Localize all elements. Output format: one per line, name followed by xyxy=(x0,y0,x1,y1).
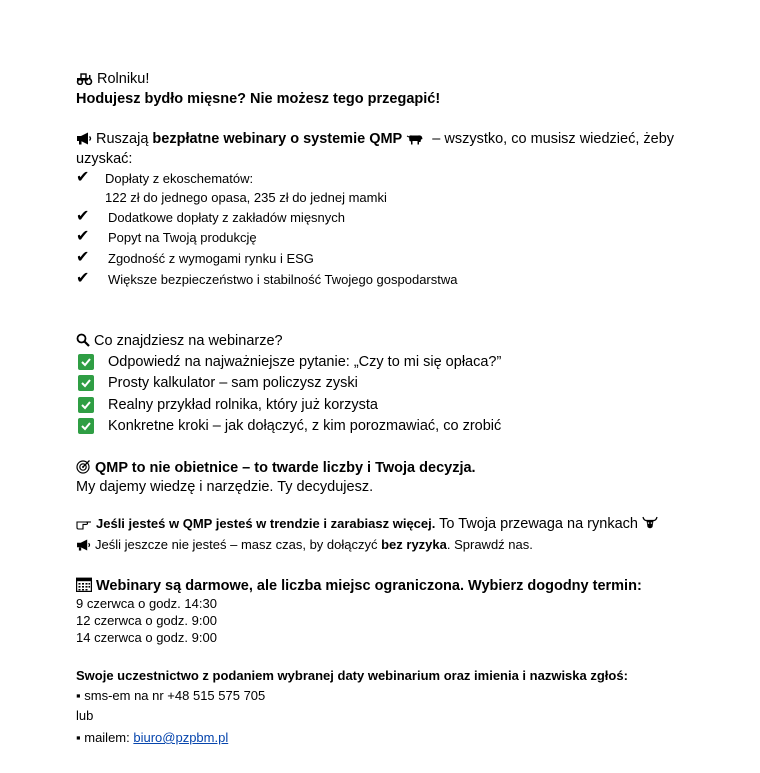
benefit-item: Popyt na Twoją produkcję xyxy=(108,230,257,245)
notyet-bold: bez ryzyka xyxy=(381,537,447,552)
intro-bold: bezpłatne webinary o systemie QMP xyxy=(152,131,403,147)
benefit-item: Dodatkowe dopłaty z zakładów mięsnych xyxy=(108,210,346,225)
webinar-item: Konkretne kroki – jak dołączyć, z kim porozmawiać, co zrobić xyxy=(108,418,502,434)
signup-sms-line xyxy=(76,689,265,704)
heavy-check-icon: ✔ xyxy=(76,169,90,186)
trend-rest: To Twoja przewaga na rynkach xyxy=(435,516,638,532)
bullet: ▪ xyxy=(76,688,85,703)
bullet: ▪ xyxy=(76,730,85,745)
trend-bold: Jeśli jesteś w QMP jesteś w trendzie i zarabiasz więcej. xyxy=(96,516,436,531)
webinar-item: Prosty kalkulator – sam policzysz zyski xyxy=(108,375,358,391)
greeting-line xyxy=(76,71,149,88)
bull-head-icon xyxy=(642,516,658,530)
green-check-box-icon xyxy=(78,397,94,413)
intro-text: Ruszają xyxy=(96,131,153,147)
intro-text-end: – wszystko, co musisz wiedzieć, żeby xyxy=(428,131,675,147)
benefit-item: Większe bezpieczeństwo i stabilność Twojego gospodarstwa xyxy=(108,272,458,287)
signup-sms: sms-em na nr +48 515 575 705 xyxy=(84,688,266,703)
trend-line xyxy=(76,516,662,533)
signup-mail-line xyxy=(76,731,228,746)
benefit-item-detail: 122 zł do jednego opasa, 235 zł do jednej mamki xyxy=(105,190,387,205)
webinar-item: Odpowiedź na najważniejsze pytanie: „Czy to mi się opłaca?” xyxy=(108,354,502,370)
dates-title-line xyxy=(76,577,642,595)
heavy-check-icon: ✔ xyxy=(76,228,90,245)
green-check-box-icon xyxy=(78,354,94,370)
qmp-headline: QMP to nie obietnice – to twarde liczby i Twoja decyzja. xyxy=(95,460,476,476)
benefit-item: Dopłaty z ekoschematów: xyxy=(105,171,254,186)
notyet-text: Jeśli jeszcze nie jesteś – masz czas, by dołączyć xyxy=(95,537,382,552)
benefit-item: Zgodność z wymogami rynku i ESG xyxy=(108,251,314,266)
green-check-box-icon xyxy=(78,375,94,391)
dates-title: Webinary są darmowe, ale liczba miejsc ograniczona. Wybierz dogodny termin: xyxy=(96,578,642,594)
signup-title: Swoje uczestnictwo z podaniem wybranej daty webinarium oraz imienia i nazwiska zgłoś: xyxy=(76,668,628,683)
heavy-check-icon: ✔ xyxy=(76,249,90,266)
pointing-hand-icon xyxy=(76,518,92,530)
date-item: 9 czerwca o godz. 14:30 xyxy=(76,596,217,611)
signup-or: lub xyxy=(76,708,94,723)
notyet-line xyxy=(76,538,533,553)
notyet-text-end: . Sprawdź nas. xyxy=(446,537,533,552)
webinar-section-title: Co znajdziesz na webinarze? xyxy=(94,333,283,349)
qmp-headline-line xyxy=(76,459,476,477)
cow-icon xyxy=(406,134,424,145)
webinar-section-title-line xyxy=(76,333,283,350)
intro-line xyxy=(76,131,674,148)
email-link[interactable]: biuro@pzpbm.pl xyxy=(133,730,229,745)
date-item: 12 czerwca o godz. 9:00 xyxy=(76,613,217,628)
intro-line-2: uzyskać: xyxy=(76,151,133,167)
greeting-text: Rolniku! xyxy=(97,71,150,87)
webinar-item: Realny przykład rolnika, który już korzysta xyxy=(108,397,378,413)
tractor-icon xyxy=(76,73,93,85)
qmp-subline: My dajemy wiedzę i narzędzie. Ty decydujesz. xyxy=(76,479,374,495)
megaphone-icon xyxy=(76,132,92,145)
green-check-box-icon xyxy=(78,418,94,434)
magnifier-icon xyxy=(76,333,90,347)
heavy-check-icon: ✔ xyxy=(76,270,90,287)
megaphone-icon xyxy=(76,539,91,551)
target-icon xyxy=(76,459,91,474)
calendar-icon xyxy=(76,577,92,592)
headline: Hodujesz bydło mięsne? Nie możesz tego przegapić! xyxy=(76,91,441,107)
heavy-check-icon: ✔ xyxy=(76,208,90,225)
date-item: 14 czerwca o godz. 9:00 xyxy=(76,630,217,645)
signup-mail-label: mailem: xyxy=(84,730,134,745)
